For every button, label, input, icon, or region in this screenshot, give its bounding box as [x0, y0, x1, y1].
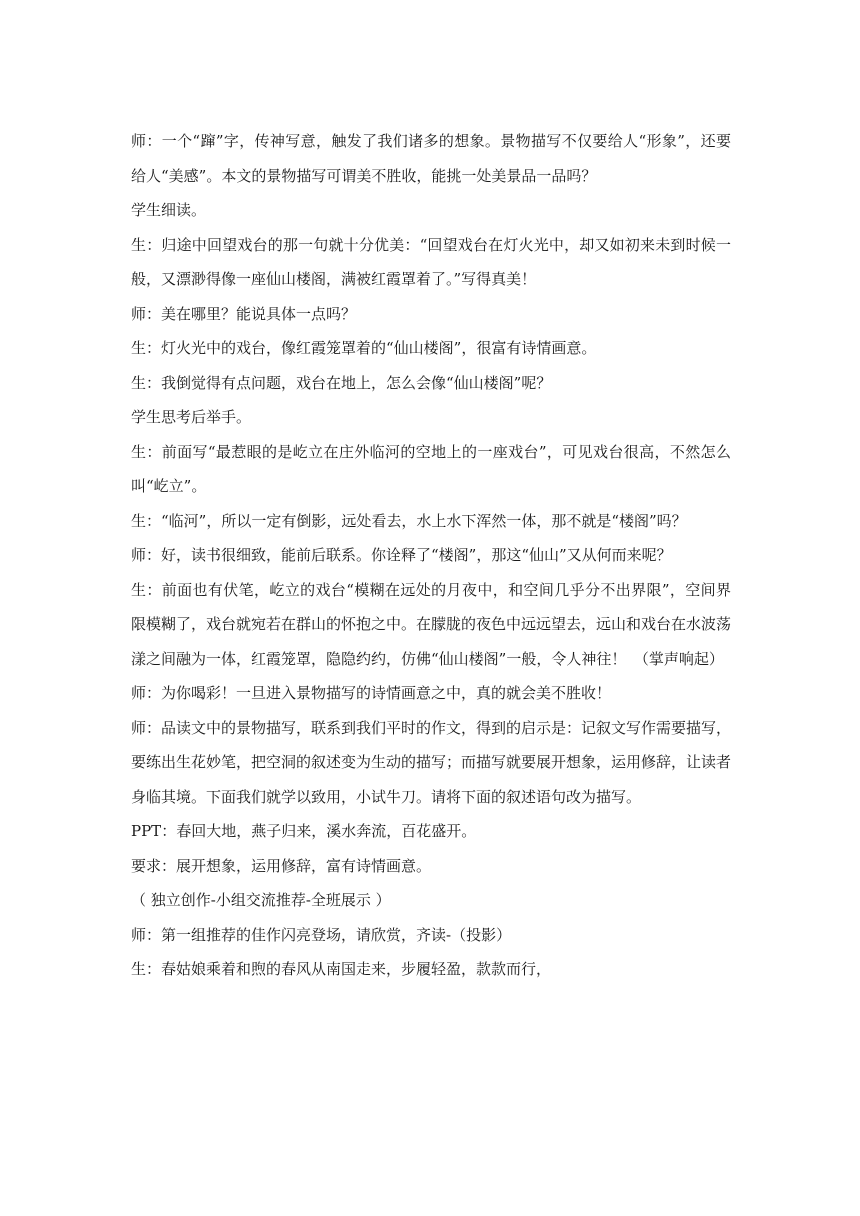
paragraph-13: 师：品读文中的景物描写，联系到我们平时的作文，得到的启示是：记叙文写作需要描写，要练出生花妙笔，把空洞的叙述变为生动的描写；而描写就要展开想象，运用修辞，让读者身临其境。下面我们就学以致用，小试牛刀。请将下面的叙述语句改为描写。 — [131, 718, 732, 806]
paragraph-3: 生：归途中回望戏台的那一句就十分优美：“回望戏台在灯火光中，却又如初来未到时候一般，又漂渺得像一座仙山楼阁，满被红霞罩着了。”写得真美！ — [131, 235, 731, 288]
document-body — [131, 124, 731, 987]
paragraph-11: 生：前面也有伏笔，屹立的戏台“模糊在远处的月夜中，和空间几乎分不出界限”，空间界限模糊了，戏台就宛若在群山的怀抱之中。在朦胧的夜色中远远望去，远山和戏台在水波荡漾之间融为一体，红霞笼罩，隐隐约约，仿佛“仙山楼阁”一般，令人神往！ （掌声响起） — [131, 580, 732, 668]
paragraph-15: 要求：展开想象，运用修辞，富有诗情画意。 — [131, 856, 432, 875]
paragraph-5: 生：灯火光中的戏台，像红霞笼罩着的“仙山楼阁”，很富有诗情画意。 — [131, 339, 597, 357]
paragraph-8: 生：前面写“最惹眼的是屹立在庄外临河的空地上的一座戏台”，可见戏台很高，不然怎么叫“屹立”。 — [131, 442, 731, 495]
paragraph-10: 师：好，读书很细致，能前后联系。你诠释了“楼阁”，那这“仙山”又从何而来呢？ — [131, 546, 672, 564]
paragraph-2: 学生细读。 — [131, 201, 207, 219]
paragraph-16: （ 独立创作-小组交流推荐-全班展示 ） — [131, 891, 391, 909]
paragraph-9: 生：“临河”，所以一定有倒影，远处看去，水上水下浑然一体，那不就是“楼阁”吗？ — [131, 511, 687, 530]
paragraph-18: 生：春姑娘乘着和煦的春风从南国走来，步履轻盈，款款而行， — [131, 960, 552, 978]
paragraph-12: 师：为你喝彩！一旦进入景物描写的诗情画意之中，真的就会美不胜收！ — [131, 684, 612, 702]
paragraph-6: 生：我倒觉得有点问题，戏台在地上，怎么会像“仙山楼阁”呢？ — [131, 373, 552, 392]
paragraph-1: 师：一个“蹿”字，传神写意，触发了我们诸多的想象。景物描写不仅要给人“形象”，还要给人“美感”。本文的景物描写可谓美不胜收，能挑一处美景品一品吗？ — [131, 132, 731, 185]
paragraph-17: 师：第一组推荐的佳作闪亮登场，请欣赏，齐读-（投影） — [131, 925, 512, 944]
paragraph-14: PPT：春回大地，燕子归来，溪水奔流，百花盛开。 — [131, 822, 477, 840]
paragraph-4: 师：美在哪里？能说具体一点吗？ — [131, 304, 357, 323]
paragraph-7: 学生思考后举手。 — [131, 408, 252, 426]
